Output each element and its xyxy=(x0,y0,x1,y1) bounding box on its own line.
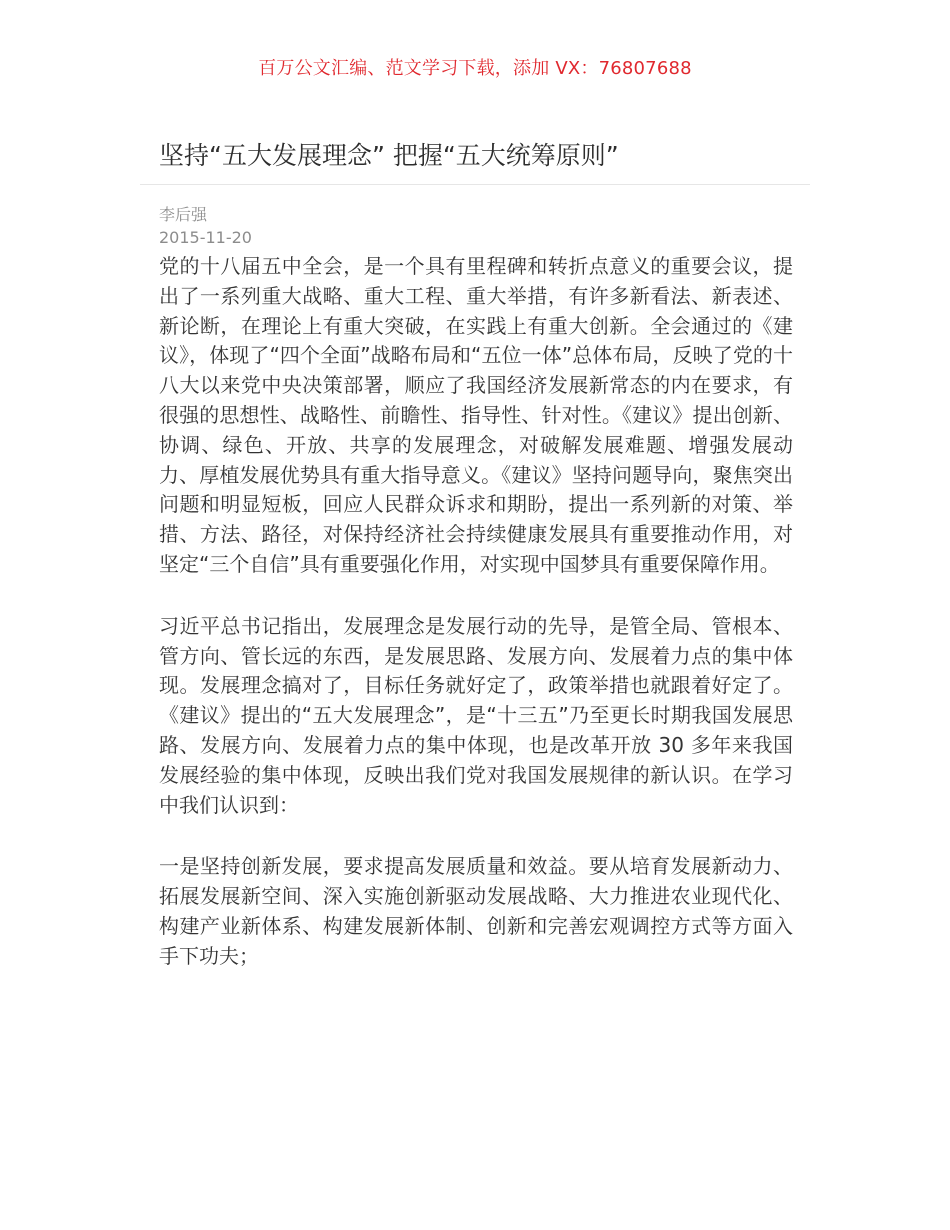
article-author: 李后强 xyxy=(159,205,208,224)
article-body xyxy=(159,252,793,972)
body-paragraph: 一是坚持创新发展，要求提高发展质量和效益。要从培育发展新动力、拓展发展新空间、深入实施创新驱动发展战略、大力推进农业现代化、构建产业新体系、构建发展新体制、创新和完善宏观调控方式等方面入手下功夫； xyxy=(159,854,793,968)
paragraph-spacer xyxy=(159,580,793,612)
paragraph-spacer xyxy=(159,820,793,852)
article-title: 坚持“五大发展理念” 把握“五大统筹原则” xyxy=(159,141,619,170)
article-date: 2015-11-20 xyxy=(159,228,252,247)
title-divider xyxy=(140,184,810,185)
promo-banner: 百万公文汇编、范文学习下载，添加 VX：76807688 xyxy=(258,58,692,79)
body-paragraph: 党的十八届五中全会，是一个具有里程碑和转折点意义的重要会议，提出了一系列重大战略、重大工程、重大举措，有许多新看法、新表述、新论断，在理论上有重大突破，在实践上有重大创新。全会通过的《建议》，体现了“四个全面”战略布局和“五位一体”总体布局，反映了党的十八大以来党中央决策部署，顺应了我国经济发展新常态的内在要求，有很强的思想性、战略性、前瞻性、指导性、针对性。《建议》提出创新、协调、绿色、开放、共享的发展理念，对破解发展难题、增强发展动力、厚植发展优势具有重大指导意义。《建议》坚持问题导向，聚焦突出问题和明显短板，回应人民群众诉求和期盼，提出一系列新的对策、举措、方法、路径，对保持经济社会持续健康发展具有重要推动作用，对坚定“三个自信”具有重要强化作用，对实现中国梦具有重要保障作用。 xyxy=(159,254,793,576)
body-paragraph: 习近平总书记指出，发展理念是发展行动的先导，是管全局、管根本、管方向、管长远的东西，是发展思路、发展方向、发展着力点的集中体现。发展理念搞对了，目标任务就好定了，政策举措也就跟着好定了。《建议》提出的“五大发展理念”，是“十三五”乃至更长时期我国发展思路、发展方向、发展着力点的集中体现，也是改革开放 30 多年来我国发展经验的集中体现，反映出我们党对我国发展规律的新认识。在学习中我们认识到： xyxy=(159,613,793,817)
